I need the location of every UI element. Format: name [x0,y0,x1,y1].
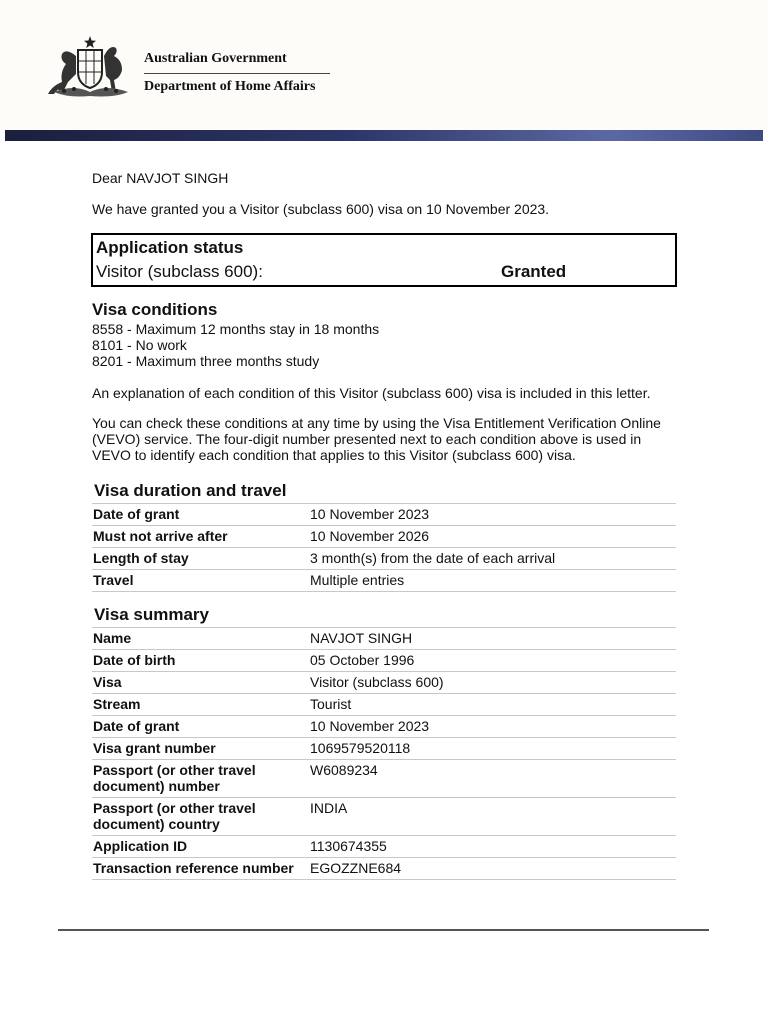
row-label: Transaction reference number [92,858,309,880]
letterhead [0,0,768,130]
coat-of-arms-icon [44,34,136,98]
condition-item: 8201 - Maximum three months study [92,353,320,369]
row-label: Travel [92,570,309,592]
row-value: 10 November 2026 [309,526,676,548]
row-label: Application ID [92,836,309,858]
header-band [5,130,763,141]
table-row [92,526,676,548]
row-label: Stream [92,694,309,716]
application-status-box [91,233,677,287]
conditions-heading: Visa conditions [92,300,218,319]
row-value: W6089234 [309,760,676,798]
row-value: 10 November 2023 [309,716,676,738]
row-label: Length of stay [92,548,309,570]
header-divider [144,73,330,74]
status-value: Granted [501,262,567,281]
row-label: Passport (or other travel document) country [92,798,309,836]
row-value: Multiple entries [309,570,676,592]
table-row [92,628,676,650]
table-row [92,858,676,880]
row-label: Visa grant number [92,738,309,760]
row-value: EGOZZNE684 [309,858,676,880]
duration-heading: Visa duration and travel [94,481,287,500]
table-row [92,798,676,836]
summary-heading: Visa summary [94,605,209,624]
row-label: Visa [92,672,309,694]
row-value: NAVJOT SINGH [309,628,676,650]
granted-statement: We have granted you a Visitor (subclass 600) visa on 10 November 2023. [92,201,550,217]
row-value: 1130674355 [309,836,676,858]
table-row [92,504,676,526]
row-label: Date of grant [92,716,309,738]
row-label: Date of grant [92,504,309,526]
row-value: 05 October 1996 [309,650,676,672]
footer-divider [58,929,709,931]
row-label: Must not arrive after [92,526,309,548]
department-name: Department of Home Affairs [144,79,316,94]
table-row [92,760,676,798]
table-row [92,548,676,570]
table-row [92,694,676,716]
row-value: 1069579520118 [309,738,676,760]
condition-item: 8558 - Maximum 12 months stay in 18 months [92,321,380,337]
duration-table [92,503,676,592]
row-value: INDIA [309,798,676,836]
table-row [92,650,676,672]
row-value: Visitor (subclass 600) [309,672,676,694]
table-row [92,836,676,858]
conditions-explanation: An explanation of each condition of this Visitor (subclass 600) visa is included in this letter. [92,385,651,401]
status-title: Application status [96,238,244,257]
row-label: Passport (or other travel document) number [92,760,309,798]
row-value: Tourist [309,694,676,716]
table-row [92,672,676,694]
greeting: Dear NAVJOT SINGH [92,170,229,186]
summary-table [92,627,676,880]
row-label: Date of birth [92,650,309,672]
table-row [92,570,676,592]
table-row [92,738,676,760]
conditions-list [92,321,379,369]
condition-item: 8101 - No work [92,337,187,353]
vevo-paragraph: You can check these conditions at any time by using the Visa Entitlement Verification Online (VEVO) service. The four-digit number presented next to each condition above is used in VEVO to identify each condition that applies to this Visitor (subclass 600) visa. [92,415,661,463]
government-name: Australian Government [144,51,287,66]
row-label: Name [92,628,309,650]
status-visa-label: Visitor (subclass 600): [96,262,263,281]
row-value: 10 November 2023 [309,504,676,526]
row-value: 3 month(s) from the date of each arrival [309,548,676,570]
table-row [92,716,676,738]
